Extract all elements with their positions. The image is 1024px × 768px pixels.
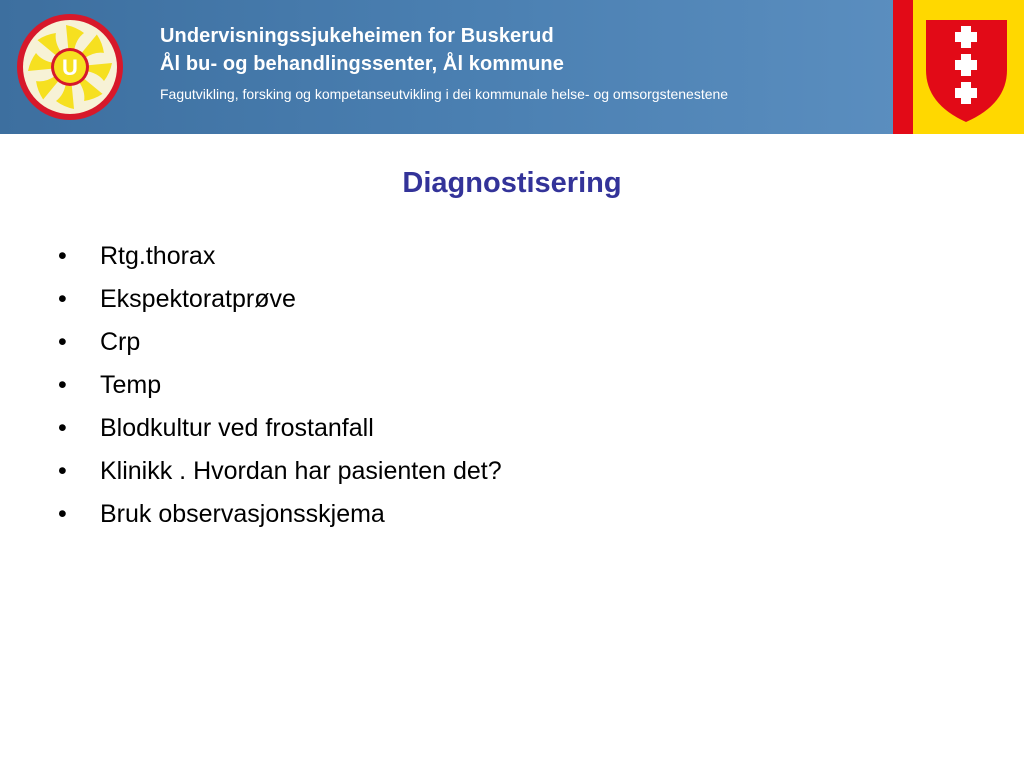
bullet-icon: • [58,328,67,356]
list-item-text: Ekspektoratprøve [100,285,296,313]
list-item-text: Crp [100,328,141,356]
header-banner [0,0,1024,134]
list-item-text: Bruk observasjonsskjema [100,500,385,528]
municipal-crest-icon [893,0,1024,134]
sun-logo-icon [14,11,126,123]
bullet-icon: • [58,500,67,528]
bullet-icon: • [58,285,67,313]
list-item-text: Temp [100,371,162,399]
list-item-text: Klinikk . Hvordan har pasienten det? [100,457,502,485]
slide-title: Diagnostisering [402,167,622,199]
bullet-icon: • [58,457,67,485]
list-item-text: Rtg.thorax [100,242,216,270]
logo-letter: U [62,55,78,80]
institution-subtitle: Ål bu- og behandlingssenter, Ål kommune [160,53,564,75]
bullet-icon: • [58,371,67,399]
bullet-icon: • [58,414,67,442]
bullet-icon: • [58,242,67,270]
banner-text [160,24,728,103]
institution-tagline: Fagutvikling, forsking og kompetanseutvikling i dei kommunale helse- og omsorgstenestene [160,86,729,102]
list-item-text: Blodkultur ved frostanfall [100,414,374,442]
institution-name: Undervisningssjukeheimen for Buskerud [160,25,554,47]
